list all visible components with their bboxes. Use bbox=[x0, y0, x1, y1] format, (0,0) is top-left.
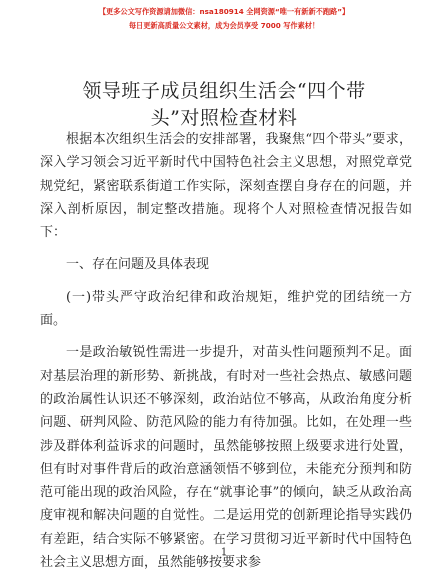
intro-paragraph: 根据本次组织生活会的安排部署，我聚焦“四个带头”要求，深入学习领会习近平新时代中国特色社会主义思想，对照党章党规党纪，紧密联系街道工作实际，深刻查摆自身存在的问题，并深入剖析原因，制定整改措施。现将个人对照检查情况报告如下： bbox=[40, 132, 412, 241]
banner-line-1: 【更多公文写作资源请加微信：nsa180914 全网资源“唯一有新新不跑路”】 bbox=[98, 7, 350, 16]
section-heading: 一、存在问题及具体表现 bbox=[66, 257, 210, 273]
banner-line-2: 每日更新高质量公文素材，成为会员享受 7000 写作素材！ bbox=[128, 21, 320, 30]
body-paragraph: 一是政治敏锐性需进一步提升，对苗头性问题预判不足。面对基层治理的新形势、新挑战，有时对一些社会热点、敏感问题的政治属性认识还不够深刻，政治站位不够高，从政治角度分析问题、研判风险、防范风险的能力有待加强。比如，在处理一些涉及群体利益诉求的问题时，虽然能够按照上级要求进行处置，但有时对事件背后的政治意涵领悟不够到位，未能充分预判和防范可能出现的政治风险，存在“就事论事”的倾向，缺乏从政治高度审视和解决问题的自觉性。二是运用党的创新理论指导实践仍有差距，结合实际不够紧密。在学习贯彻习近平新时代中国特色社会主义思想方面，虽然能够按要求参 bbox=[40, 345, 412, 571]
document-body bbox=[40, 128, 412, 574]
subsection-heading: (一)带头严守政治纪律和政治规矩，维护党的团结统一方面。 bbox=[40, 289, 412, 329]
header-banner bbox=[0, 6, 448, 31]
document-title: 领导班子成员组织生活会“四个带头”对照检查材料 bbox=[82, 80, 366, 129]
page-number: 1 bbox=[220, 547, 228, 558]
